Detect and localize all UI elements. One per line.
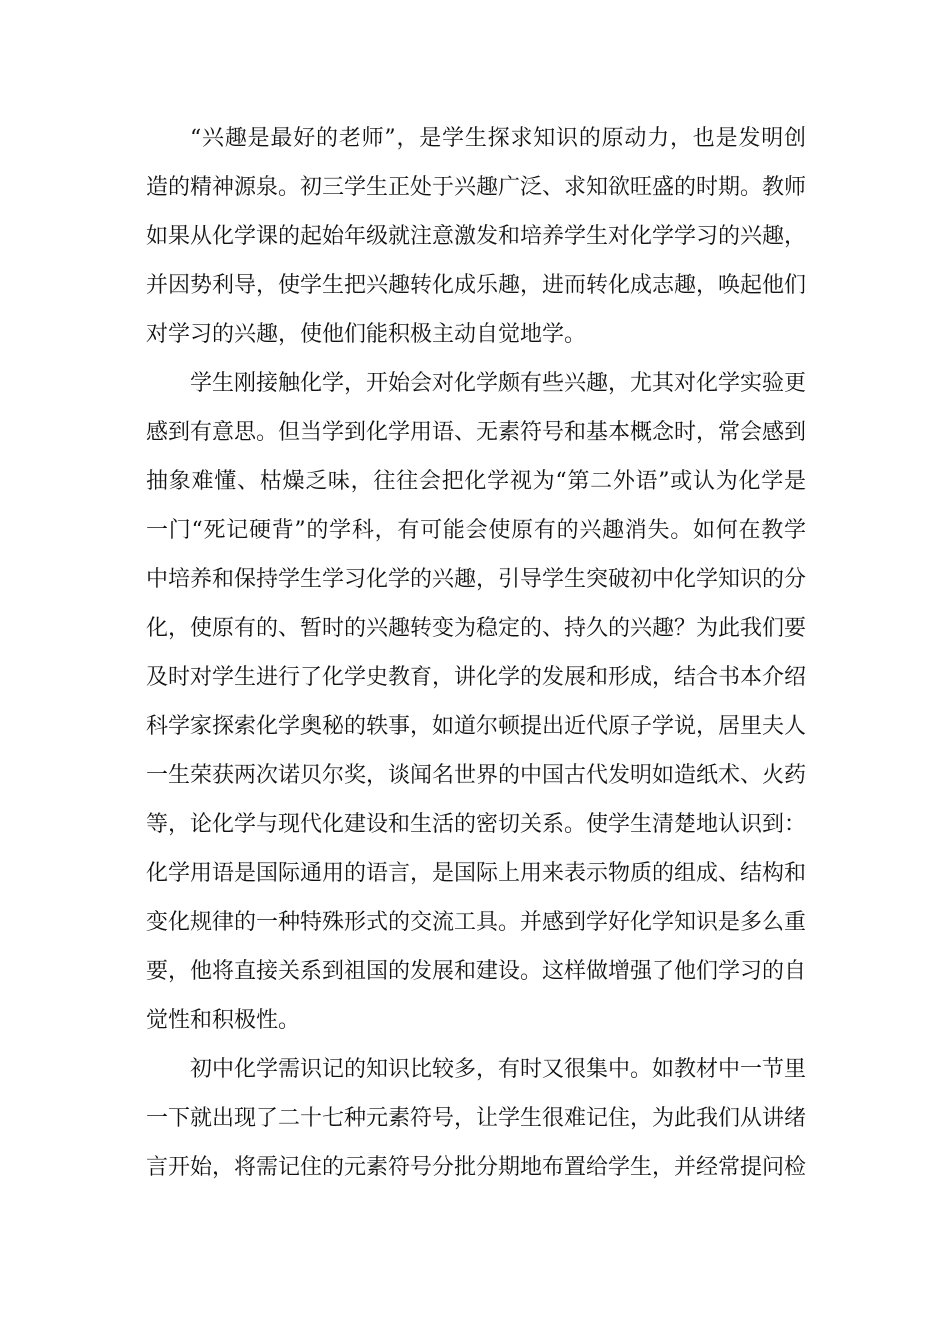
document-body — [146, 114, 806, 1192]
text-line: 及时对学生进行了化学史教育，讲化学的发展和形成，结合书本介绍 — [146, 665, 807, 690]
text-line: 化，使原有的、暂时的兴趣转变为稳定的、持久的兴趣？为此我们要 — [146, 616, 807, 641]
text-line: 一门“死记硬背”的学科，有可能会使原有的兴趣消失。如何在教学 — [146, 518, 806, 543]
text-line: 中培养和保持学生学习化学的兴趣，引导学生突破初中化学知识的分 — [146, 567, 807, 592]
text-line: 言开始，将需记住的元素符号分批分期地布置给学生，并经常提问检 — [146, 1155, 807, 1180]
text-line: 抽象难懂、枯燥乏味，往往会把化学视为“第二外语”或认为化学是 — [146, 469, 806, 494]
text-line: 造的精神源泉。初三学生正处于兴趣广泛、求知欲旺盛的时期。教师 — [146, 175, 807, 200]
paragraph-interest-teacher — [146, 114, 806, 359]
text-line: 感到有意思。但当学到化学用语、无素符号和基本概念时，常会感到 — [146, 420, 807, 445]
paragraph-chemistry-history — [146, 359, 806, 1045]
text-line: 一下就出现了二十七种元素符号，让学生很难记住，为此我们从讲绪 — [146, 1106, 807, 1131]
text-line: 初中化学需识记的知识比较多，有时又很集中。如教材中一节里 — [190, 1057, 807, 1082]
text-line: 要，他将直接关系到祖国的发展和建设。这样做增强了他们学习的自 — [146, 959, 807, 984]
text-line: 觉性和积极性。 — [146, 1008, 301, 1033]
text-line: 化学用语是国际通用的语言，是国际上用来表示物质的组成、结构和 — [146, 861, 807, 886]
text-line: 变化规律的一种特殊形式的交流工具。并感到学好化学知识是多么重 — [146, 910, 807, 935]
text-line: “兴趣是最好的老师”，是学生探求知识的原动力，也是发明创 — [190, 126, 806, 151]
text-line: 如果从化学课的起始年级就注意激发和培养学生对化学学习的兴趣， — [146, 224, 807, 249]
text-line: 科学家探索化学奥秘的轶事，如道尔顿提出近代原子学说，居里夫人 — [146, 714, 807, 739]
text-line: 对学习的兴趣，使他们能积极主动自觉地学。 — [146, 322, 587, 347]
text-line: 一生荣获两次诺贝尔奖，谈闻名世界的中国古代发明如造纸术、火药 — [146, 763, 807, 788]
text-line: 学生刚接触化学，开始会对化学颇有些兴趣，尤其对化学实验更 — [190, 371, 807, 396]
paragraph-element-symbols — [146, 1045, 806, 1192]
text-line: 等，论化学与现代化建设和生活的密切关系。使学生清楚地认识到： — [146, 812, 807, 837]
text-line: 并因势利导，使学生把兴趣转化成乐趣，进而转化成志趣，唤起他们 — [146, 273, 807, 298]
